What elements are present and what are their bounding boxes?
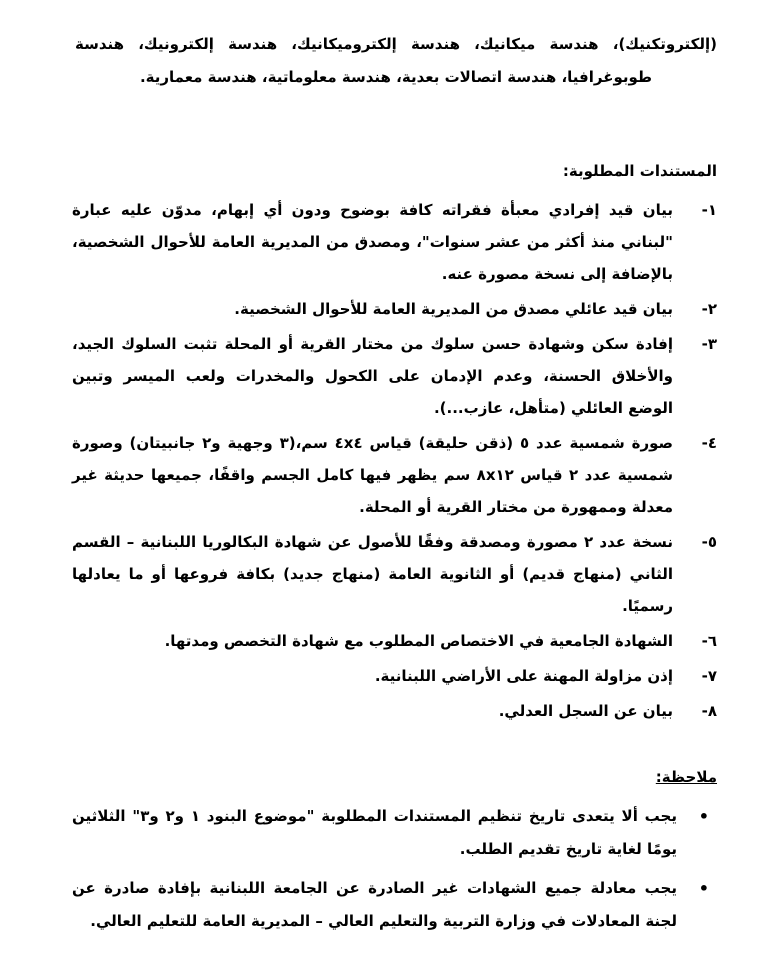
document-item-6 bbox=[72, 625, 717, 657]
document-item-text: بيان قيد عائلي مصدق من المديرية العامة للأحوال الشخصية. bbox=[234, 300, 673, 318]
bullet-icon: • bbox=[698, 807, 709, 826]
document-item-7 bbox=[72, 660, 717, 692]
document-item-text: إفادة سكن وشهادة حسن سلوك من مختار القرية أو المحلة تثبت السلوك الجيد، والأخلاق الحسنة، وعدم الإدمان على الكحول والمخدرات ولعب الميسر وتبين الوضع العائلي (متأهل، عازب...). bbox=[72, 335, 673, 417]
document-item-text: صورة شمسية عدد ٥ (ذقن حليقة) قياس ٤x٤ سم،(٣ وجهية و٢ جانبيتان) وصورة شمسية عدد ٢ قياس ٨x١٢ سم يظهر فيها كامل الجسم واقفًا، جميعها حديثة غير معدلة وممهورة من مختار القرية أو المحلة. bbox=[72, 434, 674, 516]
note-item-2 bbox=[72, 872, 717, 938]
note-item-text: يجب معادلة جميع الشهادات غير الصادرة عن الجامعة اللبنانية بإفادة صادرة عن لجنة المعادلات في وزارة التربية والتعليم العالي – المديرية العامة للتعليم العالي. bbox=[72, 879, 677, 930]
bullet-icon: • bbox=[698, 879, 709, 898]
note-title: ملاحظة: bbox=[655, 768, 717, 786]
document-item-number: ٧- bbox=[701, 667, 717, 685]
document-item-2 bbox=[72, 293, 717, 325]
document-item-number: ٤- bbox=[701, 434, 717, 452]
document-item-3 bbox=[72, 328, 717, 424]
document-item-8 bbox=[72, 695, 717, 727]
document-item-number: ٥- bbox=[701, 533, 717, 551]
document-item-number: ١- bbox=[701, 201, 717, 219]
document-item-text: إذن مزاولة المهنة على الأراضي اللبنانية. bbox=[374, 667, 673, 685]
document-item-text: الشهادة الجامعية في الاختصاص المطلوب مع شهادة التخصص ومدتها. bbox=[164, 632, 673, 650]
document-item-text: نسخة عدد ٢ مصورة ومصدقة وفقًا للأصول عن شهادة البكالوريا اللبنانية – القسم الثاني (منهاج قديم) أو الثانوية العامة (منهاج جديد) بكافة فروعها أو ما يعادلها رسميًا. bbox=[72, 533, 673, 615]
notes-list bbox=[72, 800, 717, 944]
document-item-text: بيان عن السجل العدلي. bbox=[498, 702, 673, 720]
note-item-1 bbox=[72, 800, 717, 866]
document-item-4 bbox=[72, 427, 717, 523]
document-item-5 bbox=[72, 526, 717, 622]
document-item-1 bbox=[72, 194, 717, 290]
document-item-number: ٦- bbox=[701, 632, 717, 650]
note-item-text: يجب ألا يتعدى تاريخ تنظيم المستندات المطلوبة "موضوع البنود ١ و٢ و٣" الثلاثين يومًا لغاية تاريخ تقديم الطلب. bbox=[72, 807, 677, 858]
document-item-number: ٢- bbox=[701, 300, 717, 318]
document-item-number: ٣- bbox=[701, 335, 717, 353]
document-item-number: ٨- bbox=[701, 702, 717, 720]
required-documents-title: المستندات المطلوبة: bbox=[562, 162, 717, 180]
required-documents-list bbox=[72, 194, 717, 730]
document-item-text: بيان قيد إفرادي معبأة فقراته كافة بوضوح ودون أي إبهام، مدوّن عليه عبارة "لبناني منذ أكثر من عشر سنوات"، ومصدق من المديرية العامة للأحوال الشخصية، بالإضافة إلى نسخة مصورة عنه. bbox=[72, 201, 673, 283]
intro-paragraph: (إلكتروتكنيك)، هندسة ميكانيك، هندسة إلكتروميكانيك، هندسة إلكترونيك، هندسة طوبوغرافيا، هندسة اتصالات بعدية، هندسة معلوماتية، هندسة معمارية. bbox=[75, 35, 717, 86]
